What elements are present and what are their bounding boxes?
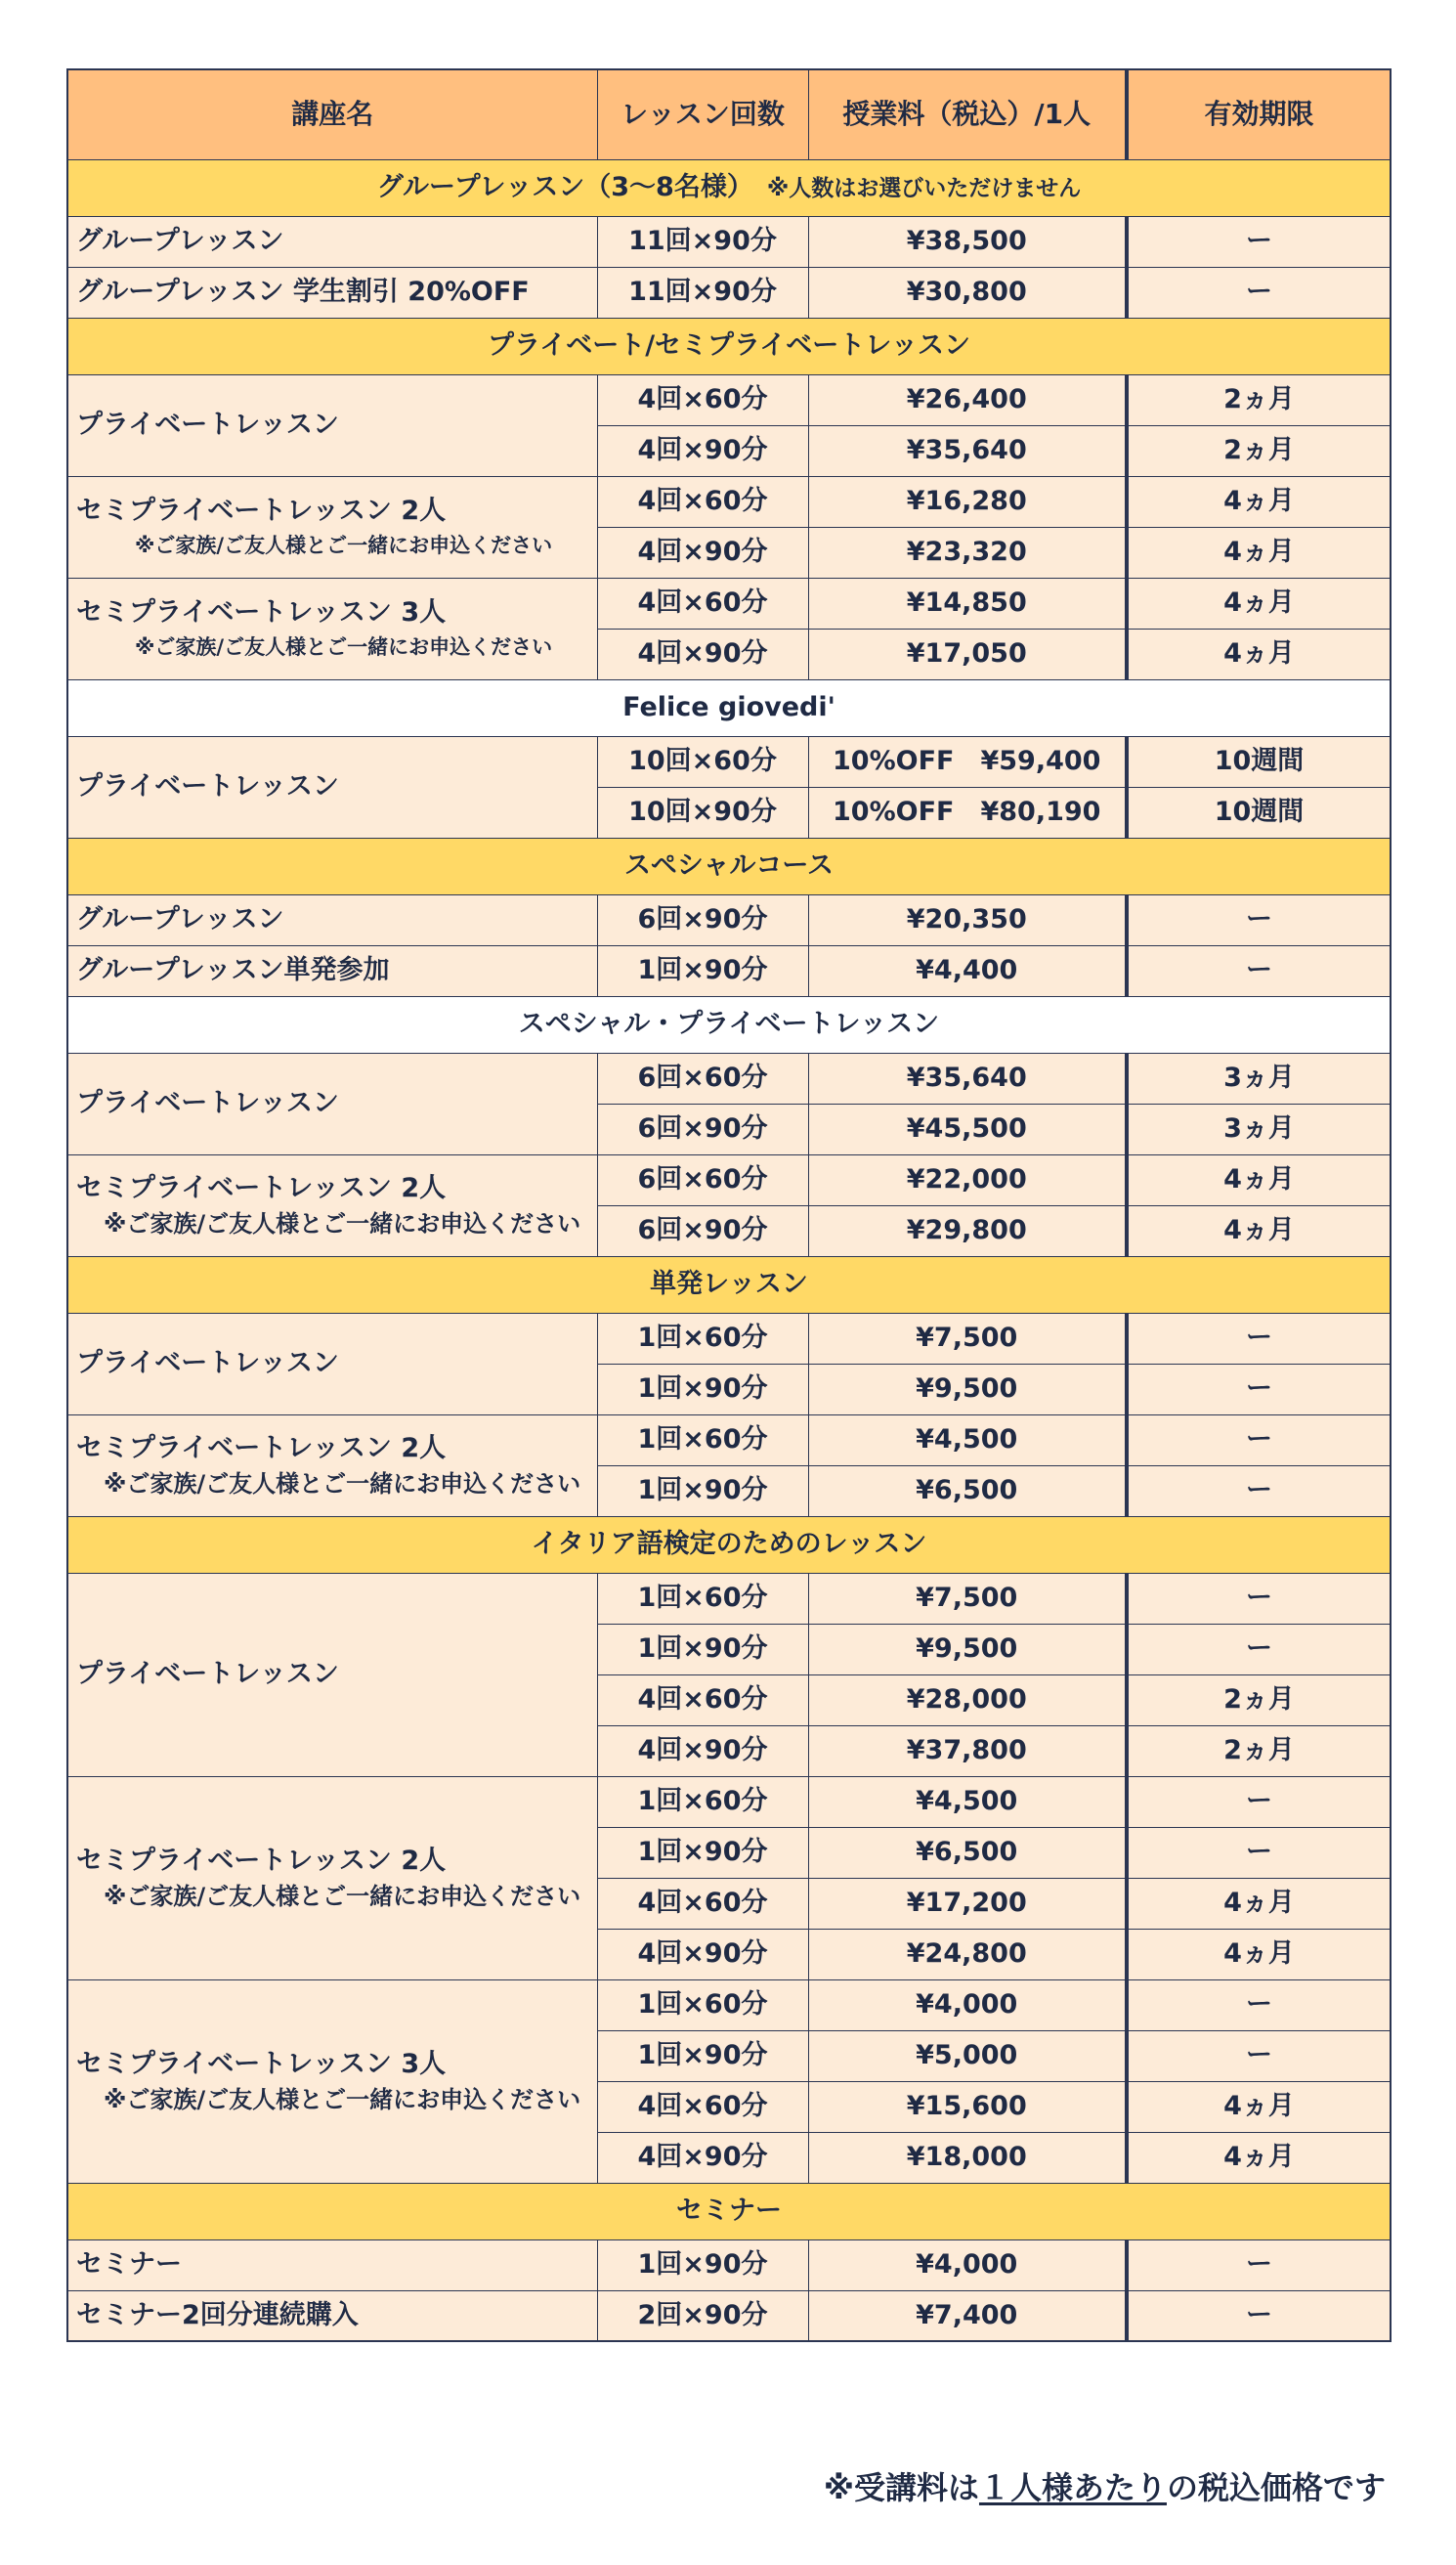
table-row <box>67 894 1391 945</box>
validity-cell: ー <box>1127 1364 1391 1414</box>
validity-cell: ー <box>1127 1776 1391 1827</box>
fee-cell: ¥4,500 <box>808 1414 1127 1465</box>
validity-cell: ー <box>1127 1465 1391 1516</box>
section-row <box>67 318 1391 374</box>
lesson-count-cell: 1回×90分 <box>597 1624 808 1674</box>
fee-cell: ¥35,640 <box>808 1053 1127 1104</box>
validity-cell: ー <box>1127 1827 1391 1878</box>
fee-cell: ¥4,000 <box>808 1979 1127 2030</box>
validity-cell: ー <box>1127 1979 1391 2030</box>
validity-cell: 4ヵ月 <box>1127 2132 1391 2183</box>
lesson-count-cell: 10回×60分 <box>597 736 808 787</box>
table-row <box>67 1776 1391 1827</box>
course-name-cell <box>67 945 597 996</box>
course-name: セミナー2回分連続購入 <box>76 2300 359 2331</box>
validity-cell: 4ヵ月 <box>1127 527 1391 578</box>
footer-note <box>824 2463 1386 2508</box>
fee-cell: ¥26,400 <box>808 374 1127 425</box>
lesson-count-cell: 4回×60分 <box>597 1674 808 1725</box>
course-note: ※ご家族/ご友人様とご一緒にお申込ください <box>104 1469 581 1498</box>
lesson-count-cell: 1回×60分 <box>597 1573 808 1624</box>
course-name: セミナー <box>76 2249 182 2281</box>
validity-cell: 4ヵ月 <box>1127 1929 1391 1979</box>
lesson-count-cell: 4回×60分 <box>597 374 808 425</box>
course-name: セミプライベートレッスン 2人 <box>76 1845 447 1876</box>
lesson-count-cell: 11回×90分 <box>597 216 808 267</box>
lesson-count-cell: 1回×90分 <box>597 2239 808 2290</box>
table-row <box>67 1154 1391 1205</box>
lesson-count-cell: 1回×60分 <box>597 1979 808 2030</box>
fee-cell: ¥28,000 <box>808 1674 1127 1725</box>
course-name-cell <box>67 476 597 578</box>
course-name-cell <box>67 1979 597 2183</box>
fee-cell: ¥4,500 <box>808 1776 1127 1827</box>
section-title: スペシャルコース <box>623 850 835 882</box>
validity-cell: 3ヵ月 <box>1127 1104 1391 1154</box>
section-row <box>67 2183 1391 2239</box>
footer-prefix: ※受講料は <box>823 2469 979 2506</box>
lesson-count-cell: 4回×90分 <box>597 2132 808 2183</box>
table-row <box>67 2239 1391 2290</box>
course-name-cell <box>67 267 597 318</box>
table-row <box>67 578 1391 629</box>
validity-cell: 4ヵ月 <box>1127 1154 1391 1205</box>
section-title: Felice giovedi' <box>622 692 835 723</box>
lesson-count-cell: 4回×90分 <box>597 629 808 679</box>
course-name: グループレッスン <box>76 226 284 257</box>
section-title-cell <box>67 2183 1391 2239</box>
section-title: イタリア語検定のためのレッスン <box>531 1529 927 1560</box>
fee-cell: ¥22,000 <box>808 1154 1127 1205</box>
lesson-count-cell: 4回×90分 <box>597 1929 808 1979</box>
course-note: ※ご家族/ご友人様とご一緒にお申込ください <box>104 1209 581 1238</box>
lesson-count-cell: 4回×90分 <box>597 1725 808 1776</box>
validity-cell: ー <box>1127 945 1391 996</box>
fee-cell: ¥35,640 <box>808 425 1127 476</box>
lesson-count-cell: 6回×90分 <box>597 894 808 945</box>
lesson-count-cell: 4回×60分 <box>597 2081 808 2132</box>
section-note: ※人数はお選びいただけません <box>766 176 1082 202</box>
course-name-cell <box>67 1313 597 1414</box>
price-table <box>66 68 1392 2342</box>
validity-cell: 4ヵ月 <box>1127 629 1391 679</box>
course-name-cell <box>67 1776 597 1979</box>
lesson-count-cell: 4回×60分 <box>597 1878 808 1929</box>
validity-cell: ー <box>1127 267 1391 318</box>
validity-cell: 4ヵ月 <box>1127 1878 1391 1929</box>
validity-cell: ー <box>1127 1573 1391 1624</box>
validity-cell: 4ヵ月 <box>1127 1205 1391 1256</box>
section-title-cell <box>67 318 1391 374</box>
table-row <box>67 1573 1391 1624</box>
lesson-count-cell: 1回×60分 <box>597 1313 808 1364</box>
fee-cell: ¥17,200 <box>808 1878 1127 1929</box>
course-name-cell <box>67 578 597 679</box>
lesson-count-cell: 11回×90分 <box>597 267 808 318</box>
fee-cell: ¥16,280 <box>808 476 1127 527</box>
course-name-cell <box>67 1154 597 1256</box>
table-row <box>67 267 1391 318</box>
section-title-cell <box>67 1516 1391 1573</box>
section-title-cell <box>67 996 1391 1053</box>
course-name: セミプライベートレッスン 2人 <box>76 1432 447 1463</box>
section-row <box>67 838 1391 894</box>
course-name-cell <box>67 1053 597 1154</box>
lesson-count-cell: 6回×60分 <box>597 1154 808 1205</box>
section-title: プライベート/セミプライベートレッスン <box>488 330 970 362</box>
lesson-count-cell: 1回×90分 <box>597 1827 808 1878</box>
table-row <box>67 216 1391 267</box>
validity-cell: ー <box>1127 894 1391 945</box>
course-name-cell <box>67 894 597 945</box>
fee-cell: ¥4,000 <box>808 2239 1127 2290</box>
lesson-count-cell: 1回×90分 <box>597 1364 808 1414</box>
course-name: グループレッスン 学生割引 20%OFF <box>76 277 530 308</box>
section-row <box>67 679 1391 736</box>
course-name: プライベートレッスン <box>76 1088 339 1119</box>
section-title: スペシャル・プライベートレッスン <box>518 1009 940 1040</box>
validity-cell: ー <box>1127 1313 1391 1364</box>
course-name-cell <box>67 374 597 476</box>
validity-cell: 4ヵ月 <box>1127 578 1391 629</box>
table-row <box>67 1313 1391 1364</box>
course-note: ※ご家族/ご友人様とご一緒にお申込ください <box>135 534 553 558</box>
course-name: プライベートレッスン <box>76 771 339 803</box>
table-row <box>67 476 1391 527</box>
table-header-row <box>67 69 1391 159</box>
course-name: プライベートレッスン <box>76 1659 339 1690</box>
header-count: レッスン回数 <box>597 69 808 159</box>
fee-cell: ¥4,400 <box>808 945 1127 996</box>
validity-cell: 10週間 <box>1127 787 1391 838</box>
course-name-cell <box>67 2290 597 2341</box>
course-name: セミプライベートレッスン 3人 <box>76 2048 447 2079</box>
fee-cell: ¥7,400 <box>808 2290 1127 2341</box>
course-name: セミプライベートレッスン 3人 <box>76 597 447 629</box>
section-row <box>67 1256 1391 1313</box>
course-name: セミプライベートレッスン 2人 <box>76 496 447 527</box>
validity-cell: ー <box>1127 216 1391 267</box>
table-row <box>67 1979 1391 2030</box>
course-name-cell <box>67 1573 597 1776</box>
fee-cell: ¥37,800 <box>808 1725 1127 1776</box>
lesson-count-cell: 6回×90分 <box>597 1104 808 1154</box>
section-title-cell <box>67 838 1391 894</box>
course-note: ※ご家族/ご友人様とご一緒にお申込ください <box>104 1882 581 1910</box>
course-name: セミプライベートレッスン 2人 <box>76 1172 447 1203</box>
fee-cell: ¥20,350 <box>808 894 1127 945</box>
course-name: グループレッスン <box>76 904 284 935</box>
validity-cell: 10週間 <box>1127 736 1391 787</box>
course-note: ※ご家族/ご友人様とご一緒にお申込ください <box>135 635 553 660</box>
fee-cell: ¥9,500 <box>808 1364 1127 1414</box>
course-name: プライベートレッスン <box>76 1348 339 1379</box>
lesson-count-cell: 4回×90分 <box>597 527 808 578</box>
validity-cell: 2ヵ月 <box>1127 1725 1391 1776</box>
fee-cell: ¥38,500 <box>808 216 1127 267</box>
fee-cell: ¥15,600 <box>808 2081 1127 2132</box>
lesson-count-cell: 1回×90分 <box>597 1465 808 1516</box>
fee-cell: ¥5,000 <box>808 2030 1127 2081</box>
lesson-count-cell: 4回×60分 <box>597 476 808 527</box>
course-name-cell <box>67 216 597 267</box>
section-title-cell <box>67 1256 1391 1313</box>
header-validity: 有効期限 <box>1127 69 1391 159</box>
section-row <box>67 1516 1391 1573</box>
fee-cell: 10%OFF ¥59,400 <box>808 736 1127 787</box>
section-title: セミナー <box>676 2195 782 2227</box>
section-title: グループレッスン（3〜8名様） <box>376 172 753 203</box>
table-row <box>67 1053 1391 1104</box>
fee-cell: ¥9,500 <box>808 1624 1127 1674</box>
lesson-count-cell: 4回×60分 <box>597 578 808 629</box>
table-row <box>67 1414 1391 1465</box>
fee-cell: ¥6,500 <box>808 1465 1127 1516</box>
validity-cell: 4ヵ月 <box>1127 2081 1391 2132</box>
validity-cell: ー <box>1127 2290 1391 2341</box>
validity-cell: ー <box>1127 1624 1391 1674</box>
lesson-count-cell: 6回×60分 <box>597 1053 808 1104</box>
fee-cell: ¥7,500 <box>808 1573 1127 1624</box>
fee-cell: ¥14,850 <box>808 578 1127 629</box>
table-row <box>67 736 1391 787</box>
validity-cell: ー <box>1127 2030 1391 2081</box>
footer-underlined: １人様あたり <box>978 2469 1167 2506</box>
lesson-count-cell: 1回×60分 <box>597 1776 808 1827</box>
validity-cell: 3ヵ月 <box>1127 1053 1391 1104</box>
table-row <box>67 2290 1391 2341</box>
section-row <box>67 159 1391 216</box>
section-title: 単発レッスン <box>650 1269 808 1300</box>
fee-cell: ¥30,800 <box>808 267 1127 318</box>
lesson-count-cell: 4回×90分 <box>597 425 808 476</box>
section-title-cell <box>67 679 1391 736</box>
lesson-count-cell: 6回×90分 <box>597 1205 808 1256</box>
section-row <box>67 996 1391 1053</box>
header-fee: 授業料（税込）/1人 <box>808 69 1127 159</box>
lesson-count-cell: 1回×60分 <box>597 1414 808 1465</box>
lesson-count-cell: 1回×90分 <box>597 945 808 996</box>
validity-cell: 4ヵ月 <box>1127 476 1391 527</box>
fee-cell: ¥24,800 <box>808 1929 1127 1979</box>
course-name: プライベートレッスン <box>76 410 339 441</box>
course-name-cell <box>67 2239 597 2290</box>
footer-suffix: の税込価格です <box>1166 2469 1386 2506</box>
lesson-count-cell: 2回×90分 <box>597 2290 808 2341</box>
section-title-cell <box>67 159 1391 216</box>
table-row <box>67 945 1391 996</box>
fee-cell: ¥45,500 <box>808 1104 1127 1154</box>
course-name-cell <box>67 1414 597 1516</box>
course-note: ※ご家族/ご友人様とご一緒にお申込ください <box>104 2085 581 2113</box>
fee-cell: ¥17,050 <box>808 629 1127 679</box>
lesson-count-cell: 1回×90分 <box>597 2030 808 2081</box>
fee-cell: ¥6,500 <box>808 1827 1127 1878</box>
validity-cell: ー <box>1127 1414 1391 1465</box>
fee-cell: ¥7,500 <box>808 1313 1127 1364</box>
fee-cell: 10%OFF ¥80,190 <box>808 787 1127 838</box>
header-course: 講座名 <box>67 69 597 159</box>
table-body <box>67 159 1391 2341</box>
validity-cell: 2ヵ月 <box>1127 425 1391 476</box>
lesson-count-cell: 10回×90分 <box>597 787 808 838</box>
validity-cell: 2ヵ月 <box>1127 1674 1391 1725</box>
validity-cell: 2ヵ月 <box>1127 374 1391 425</box>
fee-cell: ¥23,320 <box>808 527 1127 578</box>
course-name: グループレッスン単発参加 <box>76 955 390 986</box>
validity-cell: ー <box>1127 2239 1391 2290</box>
table-row <box>67 374 1391 425</box>
fee-cell: ¥29,800 <box>808 1205 1127 1256</box>
course-name-cell <box>67 736 597 838</box>
fee-cell: ¥18,000 <box>808 2132 1127 2183</box>
